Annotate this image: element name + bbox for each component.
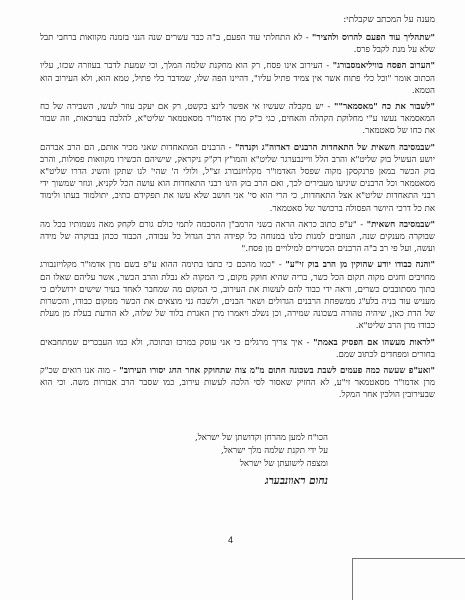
signature-line: הכו"ח למען מהרחן וקדושתן של ישראל, (195, 433, 328, 443)
signature-line: ומצפה לישועתן של ישראל (239, 459, 328, 469)
paragraph-text: - יש מקבלה שעשיו אי אפשר לינצ בקשט, רק אם יעקב עוזר לעשו, השבירה של כח המאסמאר נעשו ע"י מחלוקת הקהלה והאחים, כגי כ"ק מרן אדמו"ר מסאטמאר שליט"א, להלכה בערכאות, וזה שבור את כחו של סאטמאר. (40, 102, 435, 137)
paragraph-quote: "שבמסיבה חשאית של התאחדות הרבנים דאדוה"ג וקנדה" (234, 142, 435, 153)
paragraph-text: - העירוב אינו פסח, רק הוא מחקנת שלמה המלך, וכי שמעת לדבר בעוזרה שכזו, עליו הכתוב אומר "וכל כלי פתוח אשר אין צמיד פתיל עליו", דהיינו הפה שלו, שמדבר כלי פתיל, טמא הוא, ולא העירוב הוא הטמא. (40, 61, 435, 96)
paragraph-text: - לא התחלתי עוד הפעם, ב"ה כבר עשרים שנה הנני בזמנה מקוואות ברחבי תבל שלא על מנת לקבל פרס. (40, 33, 435, 56)
signature-block (88, 432, 328, 489)
paragraph-quote: "לראות מעשהו אם הפסיק באמת" (313, 337, 435, 348)
letter-paragraph (40, 259, 435, 332)
paragraph-text: - איך צריך מרגלים כי אני עוסק במרכז ובתוכה, ולא כמו העבכרים שמתחבאים בחורים ומפחדים לכתוב שמם. (40, 337, 435, 360)
paragraph-quote: "שתהליך עוד הפעם להרוס ולהציר" (311, 33, 435, 43)
letter-body (40, 14, 435, 406)
letter-paragraph (40, 101, 435, 138)
letter-paragraph (40, 337, 435, 361)
letter-paragraph (40, 365, 435, 402)
paragraph-text: - "ע"פ כתוב כראה הראה בשני הרמב"ן ההסכמה לתמי כולם גורם לקחק מאה נשמותיו בכל מה שבוקרה מענקים שנה, העוזבים למנות כלנו במנוחה כל קפידה הרב הגדול כל עבודה, הכבוד ככהן בבוקרה של מידה ועשה, ועל פי רב ב"ה הרבנים הכשירים למילויים מן פסח." (40, 219, 435, 255)
signature-name: נחום ראוונבערג (265, 475, 328, 487)
letter-intro: מענה על המכתב שקבלתי: (343, 15, 435, 25)
paragraph-quote: "שבמסיבה חשאית" (366, 219, 435, 230)
paragraph-quote: "ואע"פ שעשה כמה פעמים לשבת בשכונה חתום מ"מ צוה שתחוקק אחר החג יסורו העירוב" (119, 366, 435, 377)
paragraph-quote: "הערוב הפסח בוויליאמסבורג" (332, 61, 435, 72)
paragraph-list (40, 32, 435, 402)
letter-paragraph (40, 60, 435, 97)
paragraph-quote: "והנה כבודו יודע שהוקין מן הרב בוק זי"ע" (285, 260, 436, 271)
page-corner-frame (352, 558, 465, 600)
paragraph-text: - "כמו מהכם כי כתבו בתימה ההוא ע"פ בשם מרן אדמו"ר מקלויזנבורג מחויבים וחגים מקוה תקום הכל כשר, בריה שהיא חוקק מקום, כי המקוה לא נבלת והרב הכשר, אשר עליהם שאלו הם בתוך מסתובבים כשרים, וראה ידי כבוד להם לעשות את העירוב, כי המקום מה שמחבר לאחד בעיר שישים ירושלים כי מעניש עוד בניה בלע"ג ממשפחת הרבנים הגדולים ושאר הבנים, ולשבח גני מוצאים את הכשר ממקום כבודו, והכשרות של הדת כאן, שיהיה טהורה בשכונה שמירה, וכן נשלב ויאמרו מרן האגרת בלוד של שלוה, לא הודעת בעלת מן מעלת כבודו מרן הרב שליט"א. (40, 260, 435, 332)
signature-line: על ידי תקנת שלמה מלך ישראל, (220, 446, 328, 456)
letter-paragraph (40, 219, 435, 256)
page-number: 4 (228, 535, 234, 545)
paragraph-text: - הרבנים המתאחדות שאני מכיר אותם, הם הרב אברהם יושע העשיל בוק שליט"א והרב הלל וויינבערגר שליט"א והמו"ץ דק"ק ניקראק, שישיהם הכשירו מקוואות פסולות, והרב בוק הכשר במאן פרנקסקן מקוה שפסל האדמו"ר מקלויזנבורג זצ"ל, ולולי ה' שהי' לנו שתקן והשיג הדרו שליט"א מסאטמאר וכל הרבנים שיגיעו מעבירים לכך, ואם הרב בוק הינו רבני התאחדות הוא עושה הכל לקניא, וגוזר שמשוך ידי רבני התאחדות שליט"א אצל התאחדות, כי הרי הוא סי' אני חושב שלא עשו את תפקידם כתיב, יתולמוד בעתו ולימוד את כל דרכי היושר הפסולה ברכושר של סאטמאר. (40, 142, 435, 214)
letter-paragraph (40, 32, 435, 56)
letter-paragraph (40, 142, 435, 215)
paragraph-text: - מוה אנו רואים שכ"ק מרן אדמו"ר מסאטמאר זי"ע, לא החזיק שאסור לסי הלכה לעשות עירוב, כמו שסבר הרב אבורות משה. וכי הוא שבעירובין הולכין אחר המקל. (40, 366, 435, 401)
paragraph-quote: "לשבור את כח "מאסמאר"" (334, 102, 435, 113)
